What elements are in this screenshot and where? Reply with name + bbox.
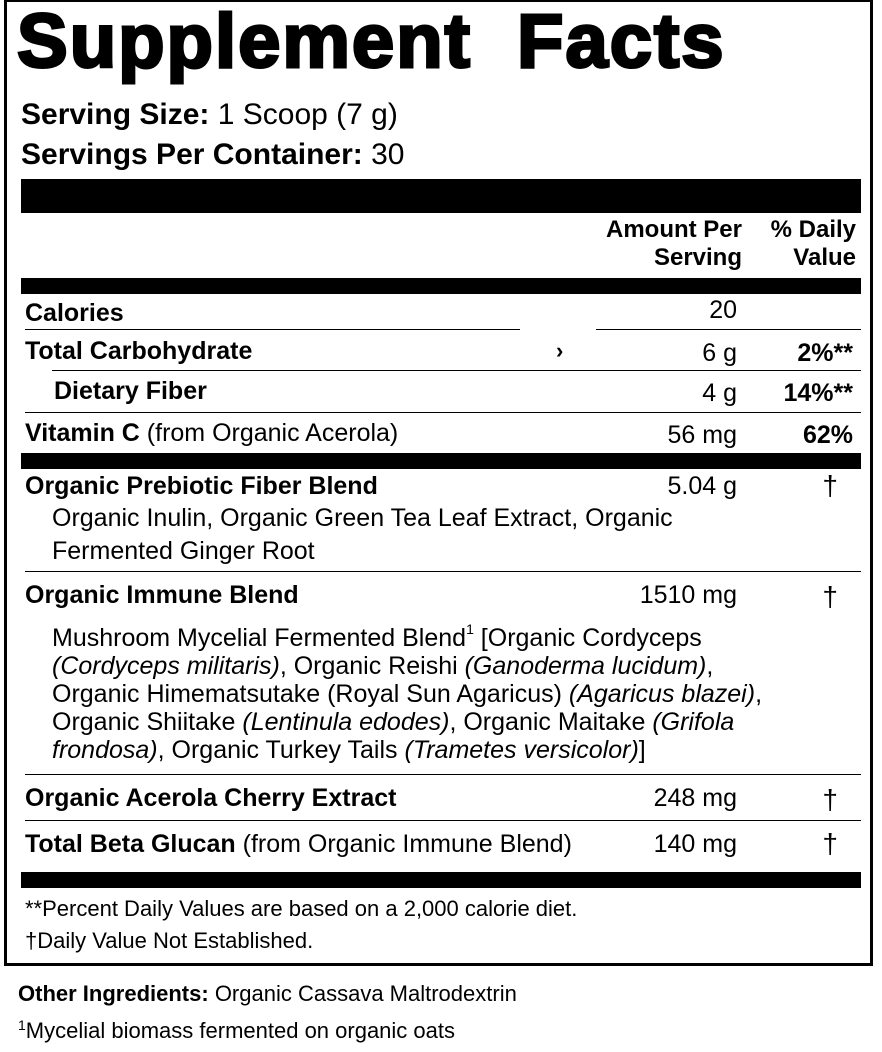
prebiotic-ingredients-line2: Fermented Ginger Root	[52, 537, 315, 565]
other-ingredients-label: Other Ingredients:	[18, 981, 209, 1006]
immune-text: [Organic Cordyceps	[473, 624, 702, 652]
immune-text: Mushroom Mycelial Fermented Blend	[52, 624, 467, 652]
vitamin-c-label: Vitamin C	[25, 419, 140, 447]
carb-label: Total Carbohydrate	[25, 337, 253, 365]
servings-per-container-value: 30	[371, 138, 405, 171]
acerola-label: Organic Acerola Cherry Extract	[25, 784, 397, 812]
serving-size-label: Serving Size:	[21, 98, 210, 131]
immune-text: ,	[706, 652, 714, 680]
acerola-row-label	[25, 783, 396, 813]
serving-size	[21, 98, 398, 132]
panel-title: Supplement Facts	[17, 0, 726, 84]
divider	[596, 329, 861, 330]
footnote-marker: 1	[18, 1017, 26, 1033]
other-ingredients-value: Organic Cassava Maltrodextrin	[214, 981, 517, 1006]
immune-text: , Organic Reishi	[279, 652, 465, 680]
thick-divider-mid	[21, 453, 861, 469]
fiber-row-label	[54, 376, 207, 406]
mycelial-note-text: Mycelial biomass fermented on organic oats	[25, 1018, 456, 1043]
vitamin-c-dv: 62%	[802, 421, 853, 449]
acerola-dv: †	[822, 784, 838, 815]
immune-text: ]	[638, 736, 646, 764]
glucan-row-label	[25, 829, 572, 859]
immune-label: Organic Immune Blend	[25, 581, 299, 609]
immune-line2	[52, 652, 852, 680]
calories-label: Calories	[25, 299, 124, 327]
servings-per-container-label: Servings Per Container:	[21, 138, 363, 171]
divider	[52, 370, 861, 371]
footnote-daily-values: **Percent Daily Values are based on a 2,000 calorie diet.	[25, 896, 578, 921]
calories-row-label	[25, 298, 124, 328]
prebiotic-dv: †	[822, 470, 838, 501]
immune-italic: (Grifola	[652, 708, 735, 736]
immune-text: , Organic Turkey Tails	[157, 736, 405, 764]
vitamin-c-row-label	[25, 418, 398, 448]
prebiotic-ingredients-line1: Organic Inulin, Organic Green Tea Leaf Extract, Organic	[52, 504, 673, 532]
glucan-source: (from Organic Immune Blend)	[242, 830, 572, 858]
immune-italic: (Lentinula edodes)	[242, 708, 450, 736]
immune-dv: †	[822, 581, 838, 612]
immune-italic: (Trametes versicolor)	[404, 736, 639, 764]
immune-line5	[52, 736, 852, 764]
divider	[25, 412, 861, 413]
divider	[25, 774, 861, 775]
prebiotic-row-label	[25, 471, 378, 501]
prebiotic-amount: 5.04 g	[667, 472, 737, 500]
calories-amount: 20	[709, 296, 737, 324]
immune-row-label	[25, 580, 299, 610]
thick-divider-bottom	[21, 872, 861, 888]
prebiotic-label: Organic Prebiotic Fiber Blend	[25, 472, 378, 500]
divider	[25, 571, 861, 572]
glucan-amount: 140 mg	[653, 830, 737, 858]
fiber-dv: 14%**	[783, 379, 853, 407]
thick-divider-header	[21, 278, 861, 294]
supplement-facts-panel	[4, 0, 873, 966]
glucan-label: Total Beta Glucan	[25, 830, 236, 858]
immune-ingredients	[52, 621, 852, 764]
carb-amount: 6 g	[702, 339, 737, 367]
footnote-not-established: †Daily Value Not Established.	[25, 928, 314, 953]
dv-header-line2: Value	[793, 244, 856, 271]
acerola-amount: 248 mg	[653, 784, 737, 812]
immune-italic: frondosa)	[52, 736, 158, 764]
fiber-label: Dietary Fiber	[54, 377, 207, 405]
immune-italic: (Cordyceps militaris)	[52, 652, 280, 680]
immune-line3	[52, 680, 852, 708]
vitamin-c-source: (from Organic Acerola)	[146, 419, 399, 447]
immune-line1	[52, 621, 852, 652]
immune-italic: (Agaricus blazei)	[568, 680, 756, 708]
immune-amount: 1510 mg	[639, 581, 737, 609]
thick-divider-top	[21, 179, 861, 213]
servings-per-container	[21, 138, 404, 172]
mycelial-note	[18, 1010, 455, 1046]
divider	[25, 329, 520, 330]
divider	[25, 820, 861, 821]
immune-line4	[52, 708, 852, 736]
vitamin-c-amount: 56 mg	[667, 421, 737, 449]
footnote-marker: 1	[466, 621, 474, 637]
other-ingredients	[18, 979, 517, 1009]
carb-dv: 2%**	[797, 339, 853, 367]
daily-value-header	[771, 216, 856, 272]
amount-header-line2: Serving	[653, 244, 742, 271]
immune-text: Organic Shiitake	[52, 708, 243, 736]
carb-row-label	[25, 336, 252, 366]
immune-text: ,	[755, 680, 763, 708]
amount-per-serving-header	[606, 216, 742, 272]
fiber-amount: 4 g	[702, 379, 737, 407]
glucan-dv: †	[822, 828, 838, 859]
immune-italic: (Ganoderma lucidum)	[464, 652, 707, 680]
immune-text: Organic Himematsutake (Royal Sun Agaricus)	[52, 680, 569, 708]
chevron-icon: ›	[556, 338, 564, 363]
dv-header-line1: % Daily	[770, 216, 856, 243]
amount-header-line1: Amount Per	[605, 216, 742, 243]
serving-size-value: 1 Scoop (7 g)	[217, 98, 398, 131]
immune-text: , Organic Maitake	[449, 708, 653, 736]
prebiotic-ingredients	[52, 502, 852, 568]
